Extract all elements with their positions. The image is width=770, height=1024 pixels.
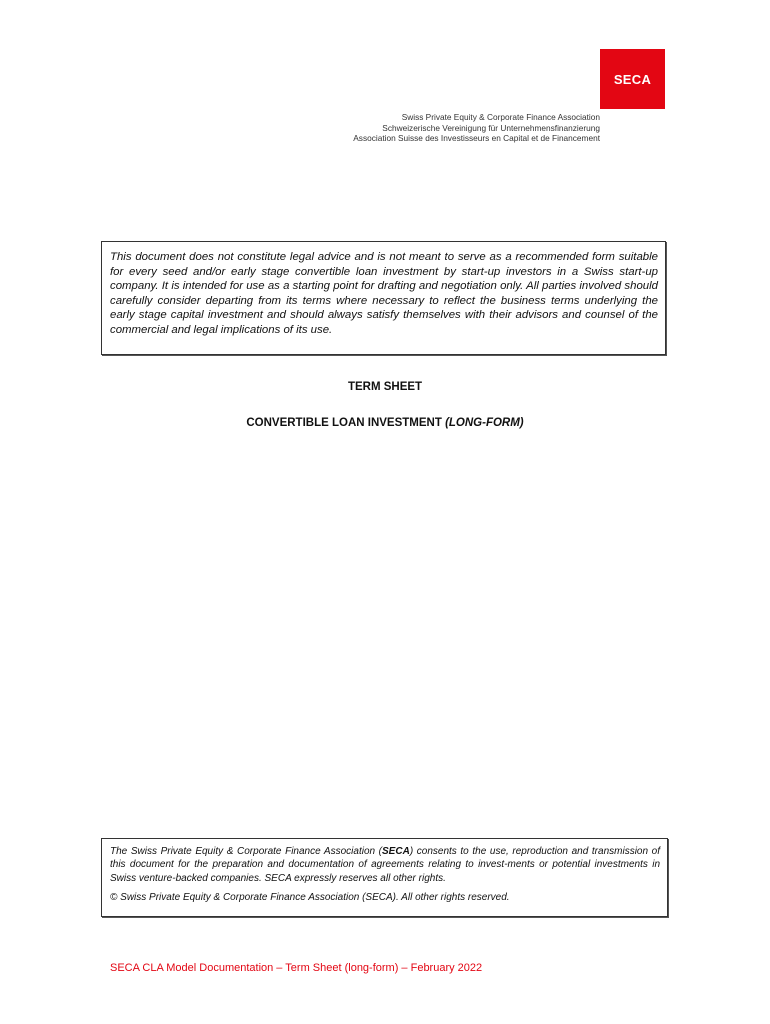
seca-logo-text: SECA <box>613 71 652 87</box>
page-footer: SECA CLA Model Documentation – Term Sheet (long-form) – February 2022 <box>110 962 483 974</box>
subtitle-main: CONVERTIBLE LOAN INVESTMENT <box>246 417 446 429</box>
organization-names <box>338 112 600 144</box>
term-sheet-title: TERM SHEET <box>347 381 423 393</box>
rights-text-after: ) consents to the use, reproduction and transmission of this document for the preparation and documentation of agreements relating to invest-ments or potential investments in Swiss venture-backed companies. SECA expressly reserves all other rights. <box>110 846 660 884</box>
rights-bold-seca: SECA <box>382 846 410 857</box>
copyright-line: © Swiss Private Equity & Corporate Finance Association (SECA). All other rights reserved. <box>110 891 510 903</box>
seca-logo <box>600 49 665 109</box>
org-name-german: Schweizerische Vereinigung für Unternehmensfinanzierung <box>382 122 600 133</box>
rights-text-before: The Swiss Private Equity & Corporate Finance Association ( <box>110 846 383 857</box>
org-name-english: Swiss Private Equity & Corporate Finance Association <box>401 112 600 122</box>
document-subtitle <box>0 417 770 429</box>
disclaimer-text: This document does not constitute legal advice and is not meant to serve as a recommended form suitable for every seed and/or early stage convertible loan investment by start-up investors in a Swiss start-up company. It is intended for use as a starting point for drafting and negotiation only. All parties involved should carefully consider departing from its terms where necessary to reflect the business terms underlying the early stage capital investment and should always satisfy themselves with their advisors and counsel of the commercial and legal implications of its use. <box>110 251 658 336</box>
subtitle-italic: (LONG-FORM) <box>445 417 524 429</box>
disclaimer-box <box>101 241 666 355</box>
rights-notice-box <box>101 838 668 917</box>
rights-statement <box>110 845 660 885</box>
document-title <box>0 381 770 393</box>
org-name-french: Association Suisse des Investisseurs en Capital et de Financement <box>353 133 600 143</box>
